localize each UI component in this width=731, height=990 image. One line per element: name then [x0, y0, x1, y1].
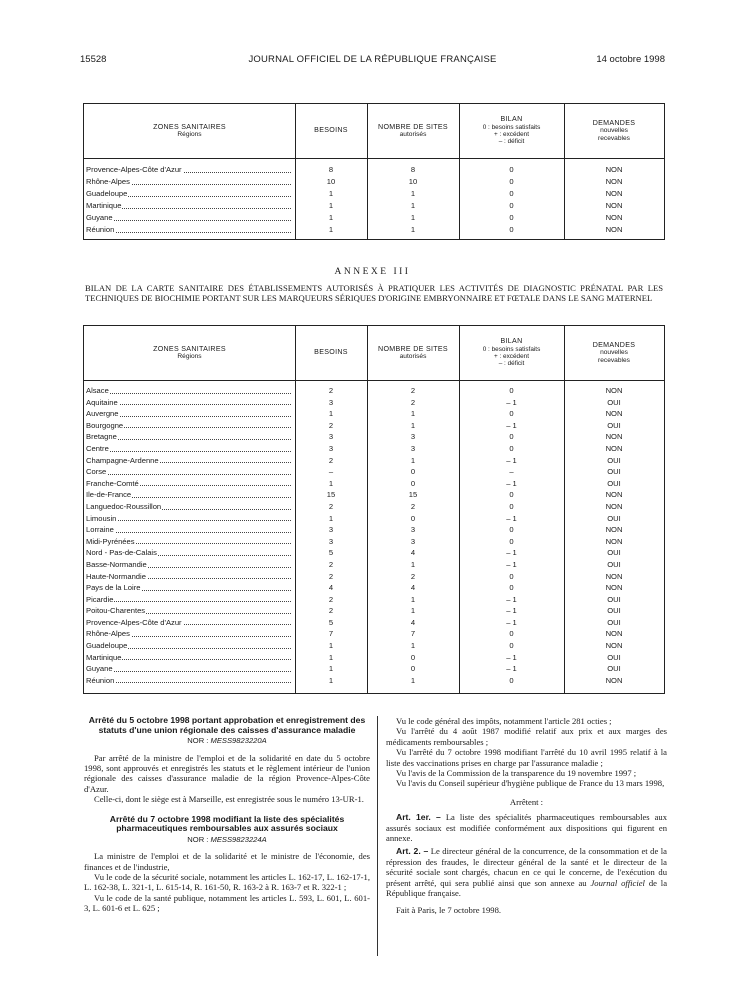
article-1-text: La liste des spécialités pharmaceutiques remboursables aux assurés sociaux est modifiée conformément aux dispositions qui figurent en annexe. [386, 812, 668, 844]
sites-cell: 1 [410, 675, 416, 685]
sites-cell: 4 [410, 617, 416, 627]
sites-cell: 0 [410, 652, 416, 662]
besoins-cell: 1 [328, 225, 334, 234]
table-row [84, 640, 664, 652]
region-cell: Centre [86, 443, 291, 455]
bilan-cell: 0 [509, 177, 514, 186]
bilan-cell: 0 [509, 571, 514, 581]
demandes-cell: OUI [607, 594, 621, 604]
region-cell: Picardie [86, 594, 291, 606]
region-cell: Bourgogne [86, 420, 291, 432]
region-cell: Nord - Pas-de-Calais [86, 547, 291, 559]
region-cell: Guadeloupe [86, 640, 291, 652]
arretent-heading: Arrêtent : [509, 796, 544, 807]
bilan-cell: – 1 [506, 664, 517, 674]
demandes-cell: OUI [607, 467, 621, 477]
table-row [84, 582, 664, 594]
demandes-cell: NON [605, 675, 623, 685]
sites-cell: 15 [408, 490, 418, 500]
sites-cell: 0 [410, 478, 416, 488]
besoins-cell: 3 [328, 536, 334, 546]
demandes-cell: OUI [607, 478, 621, 488]
sites-cell: 1 [410, 594, 416, 604]
table-row [84, 501, 664, 513]
region-cell: Poitou-Charentes [86, 605, 291, 617]
sites-cell: 2 [410, 386, 416, 395]
sites-cell: 3 [410, 536, 416, 546]
article-2-text-end: de la République française. [386, 877, 668, 899]
sites-cell: 3 [410, 432, 416, 442]
region-cell: Martinique [86, 652, 291, 664]
article1-paragraph: Par arrêté de la ministre de l'emploi et de la solidarité en date du 5 octobre 1998, sont approuvés et enregistrés les statuts et le règlement intérieur de l'union régionale des caisses d'assurance maladie de la région Provence-Alpes-Côte d'Azur. [84, 752, 370, 794]
table-row [84, 455, 664, 467]
bilan-cell: 0 [509, 641, 514, 651]
region-cell: Réunion [86, 675, 291, 687]
sites-cell: 0 [410, 467, 416, 477]
sites-cell: 4 [410, 583, 416, 593]
bilan-cell: – 1 [506, 594, 517, 604]
region-cell: Rhône-Alpes [86, 628, 291, 640]
demandes-cell: OUI [607, 513, 621, 523]
besoins-cell: 3 [328, 397, 334, 407]
region-cell: Midi-Pyrénées [86, 536, 291, 548]
table-row [84, 478, 664, 490]
besoins-cell: 1 [328, 675, 334, 685]
demandes-cell: NON [605, 201, 623, 210]
sites-cell: 2 [410, 571, 416, 581]
visa-paragraph: Vu l'arrêté du 7 octobre 1998 modifiant l'arrêté du 10 avril 1995 relatif à la liste des vaccinations prises en charge par l'assurance maladie ; [386, 747, 667, 768]
table-row [84, 547, 664, 559]
article-1-label: Art. 1er. – [396, 812, 441, 823]
region-cell: Franche-Comté [86, 478, 291, 490]
table-body [84, 385, 664, 686]
besoins-cell: 2 [328, 559, 334, 569]
sites-table-2 [83, 325, 665, 694]
left-column [84, 716, 370, 914]
besoins-cell: – [328, 467, 334, 477]
table-body [84, 164, 664, 236]
sites-cell: 0 [410, 664, 416, 674]
bilan-cell: 0 [509, 225, 514, 234]
region-cell: Guadeloupe [86, 188, 291, 200]
table-row [84, 443, 664, 455]
article-2 [386, 846, 667, 898]
sites-table-1 [83, 103, 665, 240]
bilan-cell: – 1 [506, 420, 517, 430]
demandes-cell: OUI [607, 664, 621, 674]
signature-date: Fait à Paris, le 7 octobre 1998. [396, 904, 502, 915]
sites-cell: 3 [410, 525, 416, 535]
table-row [84, 385, 664, 397]
header-bilan: BILAN 0 : besoins satisfaits + : excédent – : déficit [482, 115, 541, 146]
besoins-cell: 5 [328, 617, 334, 627]
demandes-cell: NON [605, 641, 623, 651]
page-number: 15528 [80, 54, 107, 65]
demandes-cell: NON [605, 189, 623, 198]
table-row [84, 675, 664, 687]
header-sites: NOMBRE DE SITES autorisés [378, 344, 448, 360]
region-cell: Réunion [86, 224, 291, 236]
article-1 [386, 812, 667, 843]
article-2-text: Le directeur général de la concurrence, de la consommation et de la répression des fraudes, le directeur général de la santé et le directeur de la sécurité sociale sont chargés, chacun en ce qui le concerne, de l'exécution du présent arrêté, qui sera publié ainsi que son annexe au [386, 846, 667, 888]
bilan-cell: 0 [509, 213, 514, 222]
table-row [84, 408, 664, 420]
besoins-cell: 1 [328, 478, 334, 488]
besoins-cell: 1 [328, 409, 334, 419]
demandes-cell: OUI [607, 397, 621, 407]
header-zones: ZONES SANITAIRES Régions [153, 344, 226, 360]
visa-paragraph: Vu le code général des impôts, notamment l'article 281 octies ; [396, 716, 612, 726]
article2-paragraph: Vu le code de la sécurité sociale, notamment les articles L. 162-17, L. 162-17-1, L. 162-38, L. 321-1, L. 615-14, R. 161-50, R. 163-2 à R. 163-7 et R. 322-1 ; [84, 872, 370, 893]
region-cell: Basse-Normandie [86, 559, 291, 571]
table-row [84, 489, 664, 501]
table-row [84, 559, 664, 571]
table-row [84, 200, 664, 212]
demandes-cell: NON [605, 432, 623, 442]
right-column [386, 716, 667, 915]
header-demandes: DEMANDES nouvelles recevables [592, 340, 636, 364]
demandes-cell: NON [605, 501, 623, 511]
bilan-cell: – 1 [506, 513, 517, 523]
bilan-cell: 0 [509, 629, 514, 639]
sites-cell: 1 [410, 201, 416, 210]
table-row [84, 605, 664, 617]
bilan-cell: – 1 [506, 455, 517, 465]
bilan-cell: 0 [509, 490, 514, 500]
demandes-cell: OUI [607, 606, 621, 616]
table-row [84, 212, 664, 224]
besoins-cell: 3 [328, 443, 334, 453]
demandes-cell: NON [605, 629, 623, 639]
besoins-cell: 1 [328, 213, 334, 222]
region-cell: Rhône-Alpes [86, 176, 291, 188]
region-cell: Provence-Alpes-Côte d'Azur [86, 617, 291, 629]
besoins-cell: 1 [328, 664, 334, 674]
demandes-cell: OUI [607, 420, 621, 430]
sites-cell: 10 [408, 177, 418, 186]
article1-title: Arrêté du 5 octobre 1998 portant approbation et enregistrement des statuts d'une union régionale des caisses d'assurance maladie [88, 715, 366, 735]
header-demandes: DEMANDES nouvelles recevables [592, 118, 636, 142]
besoins-cell: 2 [328, 501, 334, 511]
bilan-cell: – 1 [506, 559, 517, 569]
besoins-cell: 7 [328, 629, 334, 639]
besoins-cell: 5 [328, 548, 334, 558]
article-2-label: Art. 2. – [396, 846, 429, 857]
sites-cell: 4 [410, 548, 416, 558]
table-row [84, 652, 664, 664]
bilan-cell: 0 [509, 386, 514, 395]
bilan-cell: 0 [509, 583, 514, 593]
annexe-title: ANNEXE III [334, 267, 411, 277]
table-row [84, 513, 664, 525]
bilan-cell: – 1 [506, 652, 517, 662]
region-cell: Aquitaine [86, 397, 291, 409]
header-besoins: BESOINS [314, 348, 348, 357]
region-cell: Martinique [86, 200, 291, 212]
article1-nor: NOR : MESS9823220A [187, 736, 267, 746]
demandes-cell: OUI [607, 559, 621, 569]
region-cell: Pays de la Loire [86, 582, 291, 594]
sites-cell: 1 [410, 409, 416, 419]
table-row [84, 420, 664, 432]
region-cell: Guyane [86, 663, 291, 675]
table-row [84, 524, 664, 536]
sites-cell: 1 [410, 559, 416, 569]
article2-title: Arrêté du 7 octobre 1998 modifiant la liste des spécialités pharmaceutiques remboursables aux assurés sociaux [109, 813, 345, 834]
sites-cell: 1 [410, 641, 416, 651]
sites-cell: 1 [410, 189, 416, 198]
demandes-cell: OUI [607, 652, 621, 662]
demandes-cell: OUI [607, 548, 621, 558]
bilan-cell: – 1 [506, 617, 517, 627]
besoins-cell: 3 [328, 432, 334, 442]
table-header [84, 326, 664, 381]
demandes-cell: NON [605, 213, 623, 222]
table-row [84, 224, 664, 236]
demandes-cell: NON [605, 583, 623, 593]
demandes-cell: NON [605, 409, 623, 419]
header-sites: NOMBRE DE SITES autorisés [378, 122, 448, 138]
demandes-cell: NON [605, 165, 623, 174]
page-header [80, 54, 665, 68]
region-cell: Guyane [86, 212, 291, 224]
bilan-cell: 0 [509, 165, 514, 174]
bilan-cell: 0 [509, 201, 514, 210]
demandes-cell: NON [605, 571, 623, 581]
besoins-cell: 1 [328, 652, 334, 662]
table-row [84, 397, 664, 409]
visa-paragraph: Vu l'avis de la Commission de la transparence du 19 novembre 1997 ; [396, 768, 637, 779]
table-row [84, 594, 664, 606]
journal-title: JOURNAL OFFICIEL DE LA RÉPUBLIQUE FRANÇAISE [248, 54, 497, 65]
sites-cell: 1 [410, 606, 416, 616]
bilan-cell: – 1 [506, 606, 517, 616]
sites-cell: 1 [410, 455, 416, 465]
besoins-cell: 4 [328, 583, 334, 593]
region-cell: Haute-Normandie [86, 571, 291, 583]
region-cell: Limousin [86, 513, 291, 525]
bilan-cell: – 1 [506, 478, 517, 488]
demandes-cell: NON [605, 490, 623, 500]
article2-paragraph: La ministre de l'emploi et de la solidarité et le ministre de l'économie, des finances et de l'industrie, [84, 851, 370, 872]
besoins-cell: 15 [326, 490, 336, 500]
bilan-cell: 0 [509, 525, 514, 535]
besoins-cell: 1 [328, 513, 334, 523]
article2-paragraph: Vu le code de la santé publique, notamment les articles L. 593, L. 601, L. 601-3, L. 601-6 et L. 625 ; [84, 892, 370, 914]
region-cell: Champagne-Ardenne [86, 455, 291, 467]
table-row [84, 571, 664, 583]
besoins-cell: 1 [328, 201, 334, 210]
table-row [84, 663, 664, 675]
demandes-cell: NON [605, 386, 623, 395]
header-besoins: BESOINS [314, 126, 348, 135]
bilan-cell: – 1 [506, 548, 517, 558]
bilan-cell: 0 [509, 501, 514, 511]
bilan-cell: 0 [509, 432, 514, 442]
demandes-cell: NON [605, 177, 623, 186]
table-row [84, 164, 664, 176]
besoins-cell: 2 [328, 594, 334, 604]
besoins-cell: 2 [328, 420, 334, 430]
demandes-cell: NON [605, 443, 623, 453]
demandes-cell: OUI [607, 455, 621, 465]
region-cell: Languedoc-Roussillon [86, 501, 291, 513]
region-cell: Auvergne [86, 408, 291, 420]
header-zones: ZONES SANITAIRES Régions [153, 122, 226, 138]
besoins-cell: 2 [328, 571, 334, 581]
article2-nor: NOR : MESS9823224A [187, 834, 267, 844]
table-row [84, 466, 664, 478]
table-header [84, 104, 664, 159]
bilan-cell: – 1 [506, 397, 517, 407]
visa-paragraph: Vu l'arrêté du 4 août 1987 modifié relatif aux prix et aux marges des médicaments remboursables ; [386, 726, 667, 747]
table-row [84, 617, 664, 629]
sites-cell: 2 [410, 501, 416, 511]
table-row [84, 176, 664, 188]
table-row [84, 431, 664, 443]
region-cell: Alsace [86, 385, 291, 397]
article1-paragraph: Celle-ci, dont le siège est à Marseille, est enregistrée sous le numéro 13-UR-1. [94, 794, 364, 805]
column-rule [377, 716, 378, 956]
sites-cell: 3 [410, 443, 416, 453]
besoins-cell: 3 [328, 525, 334, 535]
besoins-cell: 2 [328, 606, 334, 616]
journal-officiel-italic: Journal officiel [590, 877, 645, 888]
region-cell: Provence-Alpes-Côte d'Azur [86, 164, 291, 176]
bilan-cell: 0 [509, 189, 514, 198]
demandes-cell: OUI [607, 617, 621, 627]
region-cell: Lorraine [86, 524, 291, 536]
table-row [84, 188, 664, 200]
demandes-cell: NON [605, 536, 623, 546]
sites-cell: 1 [410, 213, 416, 222]
sites-cell: 7 [410, 629, 416, 639]
table-row [84, 628, 664, 640]
bilan-cell: – [509, 467, 514, 477]
bilan-cell: 0 [509, 675, 514, 685]
besoins-cell: 8 [328, 165, 334, 174]
besoins-cell: 2 [328, 455, 334, 465]
bilan-cell: 0 [509, 443, 514, 453]
sites-cell: 1 [410, 225, 416, 234]
annexe-subtitle: BILAN DE LA CARTE SANITAIRE DES ÉTABLISSEMENTS AUTORISÉS À PRATIQUER LES ACTIVITÉS DE DIAGNOSTIC PRÉNATAL PAR LES TECHNIQUES DE BIOCHIMIE PORTANT SUR LES MARQUEURS SÉRIQUES D'ORIGINE EMBRYONNAIRE ET FŒTALE DANS LE SANG MATERNEL [85, 283, 663, 304]
issue-date: 14 octobre 1998 [596, 54, 665, 65]
header-bilan: BILAN 0 : besoins satisfaits + : excédent – : déficit [482, 337, 541, 368]
region-cell: Ile-de-France [86, 489, 291, 501]
demandes-cell: NON [605, 525, 623, 535]
bilan-cell: 0 [509, 536, 514, 546]
region-cell: Bretagne [86, 431, 291, 443]
table-row [84, 536, 664, 548]
besoins-cell: 10 [326, 177, 336, 186]
region-cell: Corse [86, 466, 291, 478]
besoins-cell: 2 [328, 386, 334, 395]
sites-cell: 8 [410, 165, 416, 174]
bilan-cell: 0 [509, 409, 514, 419]
demandes-cell: NON [605, 225, 623, 234]
sites-cell: 2 [410, 397, 416, 407]
sites-cell: 1 [410, 420, 416, 430]
sites-cell: 0 [410, 513, 416, 523]
besoins-cell: 1 [328, 189, 334, 198]
visa-paragraph: Vu l'avis du Conseil supérieur d'hygiène publique de France du 13 mars 1998, [396, 778, 665, 789]
besoins-cell: 1 [328, 641, 334, 651]
